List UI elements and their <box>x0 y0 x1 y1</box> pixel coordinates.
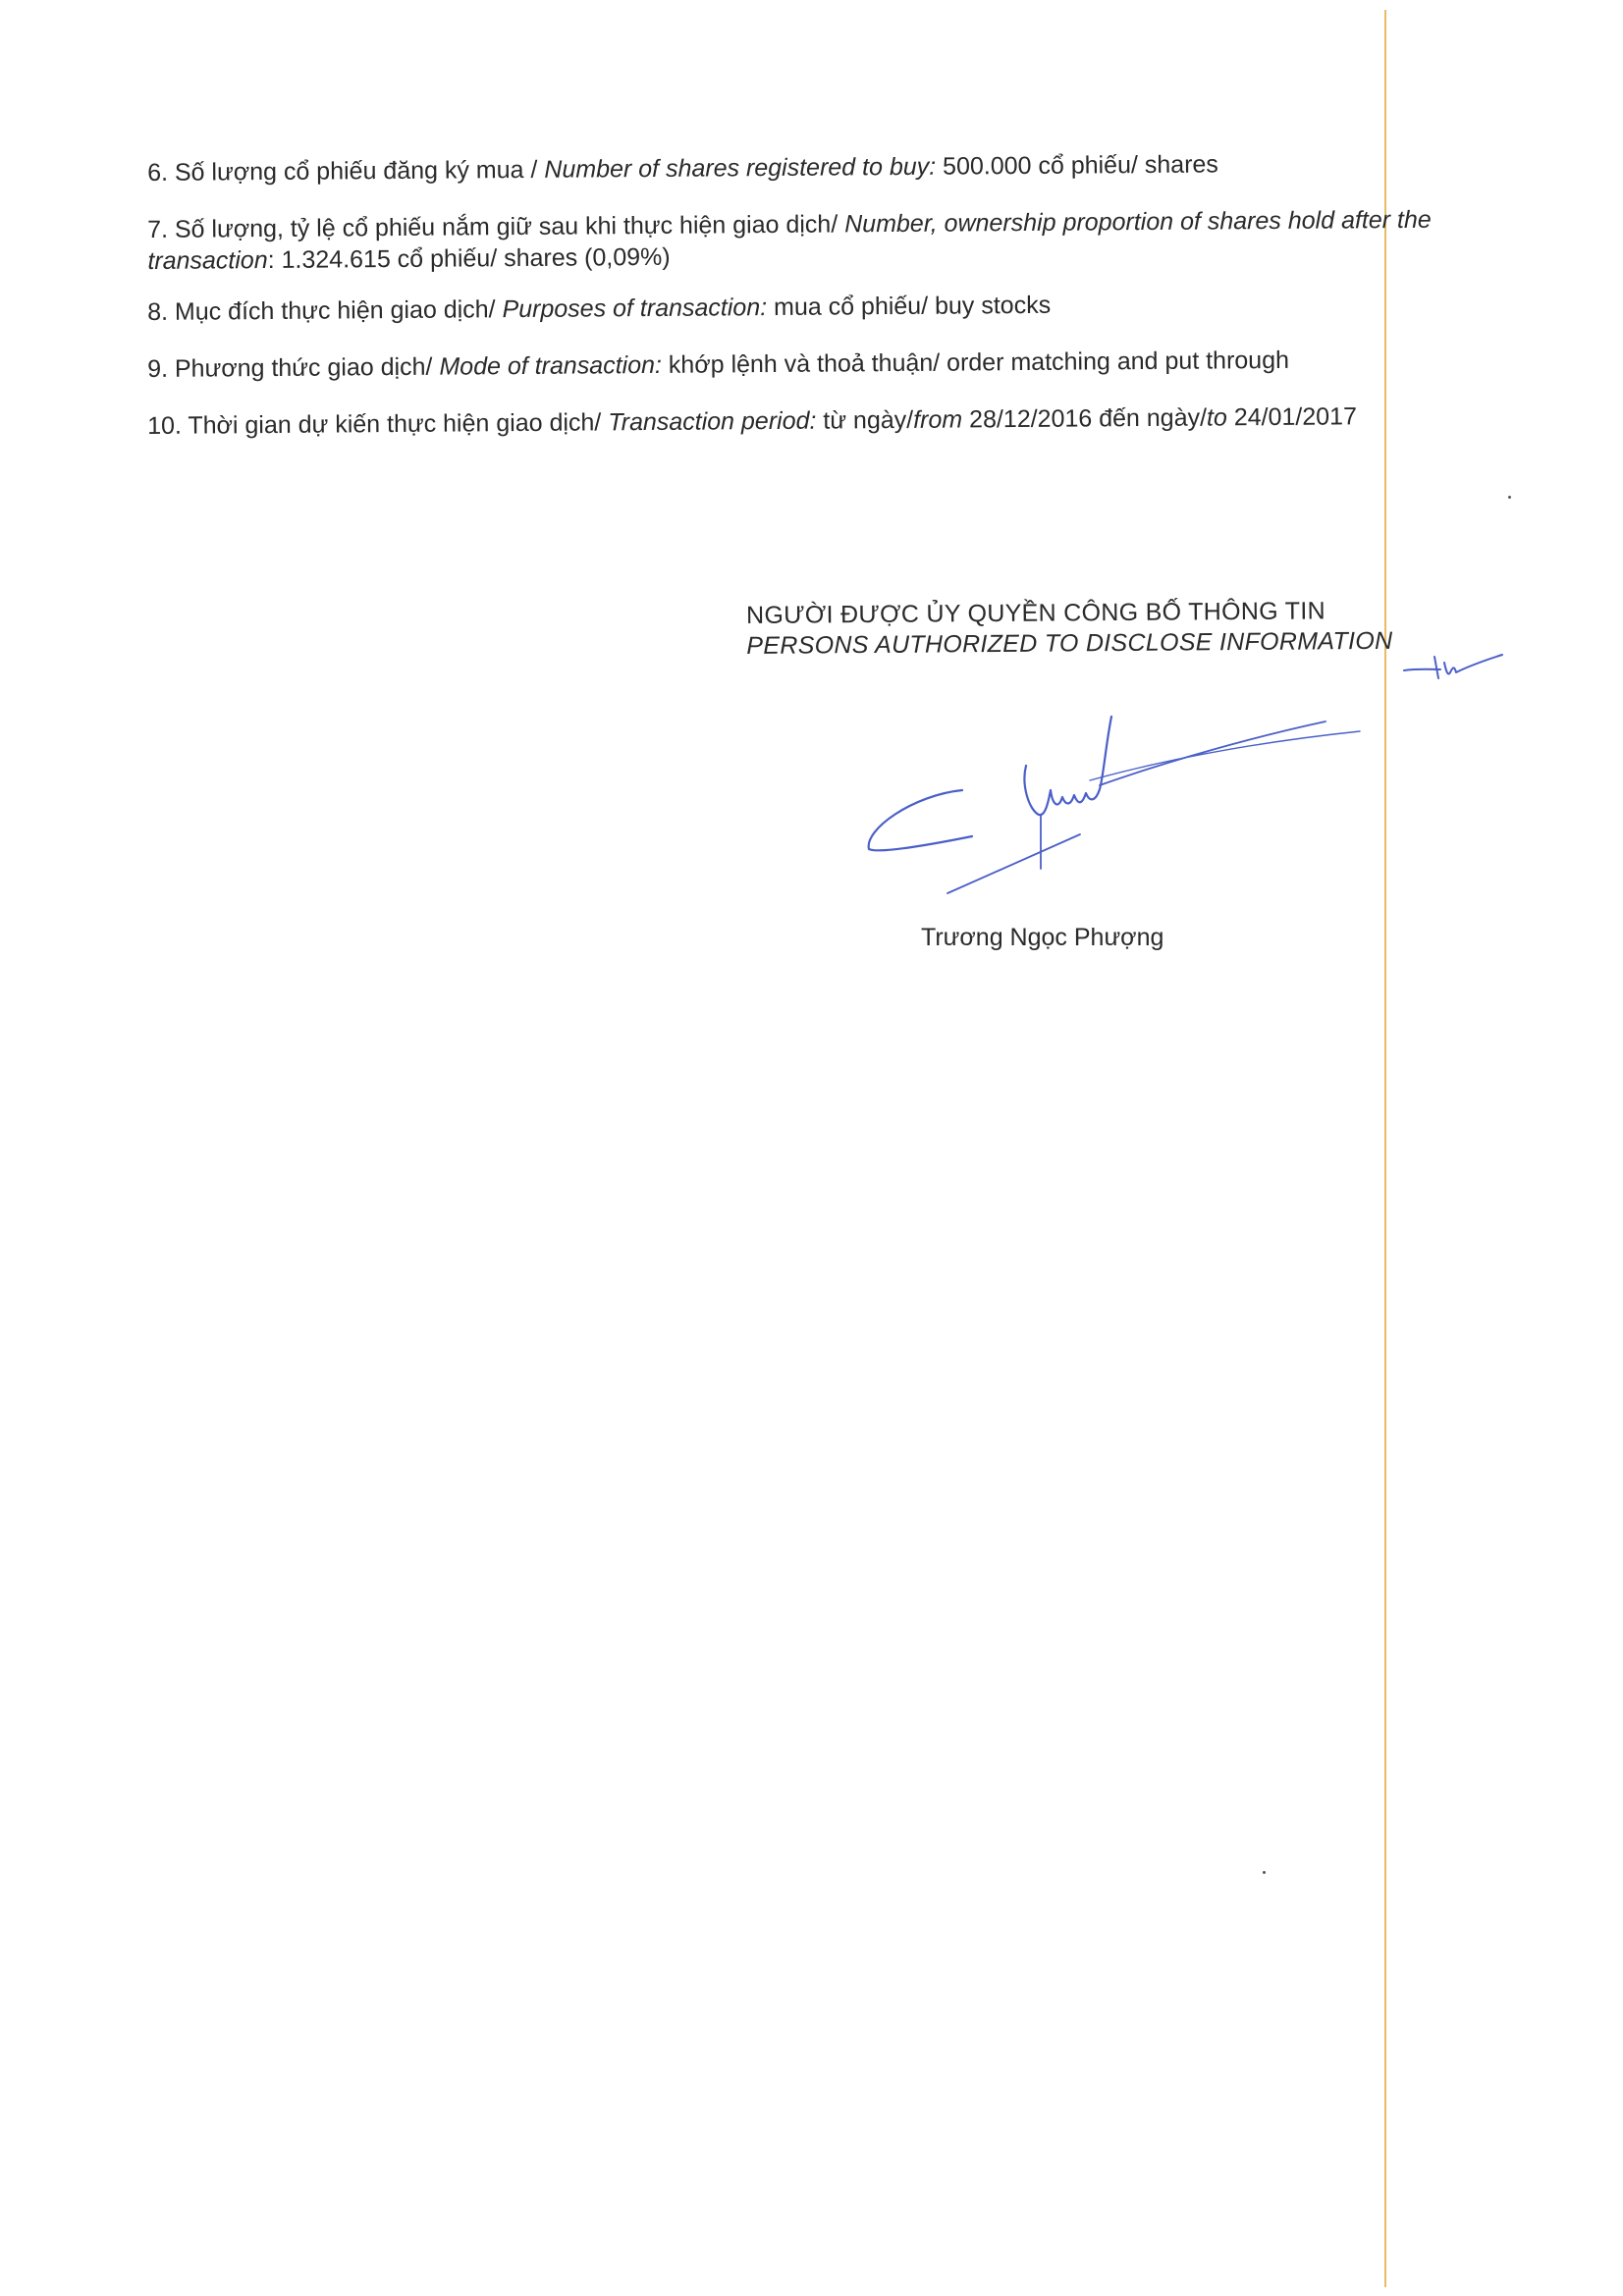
item-9 <box>147 343 1522 385</box>
scan-speck <box>1263 1871 1266 1874</box>
item-separator: : <box>267 245 275 275</box>
item-value: khớp lệnh và thoả thuận/ order matching and put through <box>668 346 1290 379</box>
item-6 <box>147 146 1522 188</box>
signature-heading <box>746 595 1492 662</box>
item-label-vn: Mục đích thực hiện giao dịch/ <box>174 295 496 326</box>
item-label-vn: Thời gian dự kiến thực hiện giao dịch/ <box>188 408 602 440</box>
item-label-en: Mode of transaction: <box>439 350 663 381</box>
item-8 <box>147 286 1522 328</box>
item-value: 1.324.615 cổ phiếu/ shares (0,09%) <box>281 242 671 274</box>
item-number: 6. <box>147 158 169 187</box>
handwritten-signature <box>854 707 1365 923</box>
item-label-en: Purposes of transaction: <box>502 294 768 324</box>
item-value-date-range: 28/12/2016 đến ngày/ <box>969 403 1208 434</box>
item-value-to-en: to <box>1206 403 1227 432</box>
item-number: 7. <box>147 215 169 243</box>
item-value: mua cổ phiếu/ buy stocks <box>773 291 1052 321</box>
authorized-person-title-vn: NGƯỜI ĐƯỢC ỦY QUYỀN CÔNG BỐ THÔNG TIN <box>746 597 1326 629</box>
item-number: 9. <box>147 354 169 383</box>
item-number: 8. <box>147 297 169 326</box>
initials-mark <box>1399 643 1507 692</box>
item-label-en: Number of shares registered to buy: <box>544 152 937 184</box>
item-value-end-date: 24/01/2017 <box>1233 402 1358 432</box>
disclosure-items <box>147 150 1522 467</box>
item-label-en: Number, ownership proportion of shares hold after the transaction <box>147 205 1432 275</box>
item-label-vn: Phương thức giao dịch/ <box>174 352 433 383</box>
item-7 <box>147 203 1522 277</box>
item-label-vn: Số lượng, tỷ lệ cổ phiếu nắm giữ sau khi thực hiện giao dịch/ <box>174 210 839 243</box>
item-label-vn: Số lượng cổ phiếu đăng ký mua / <box>174 155 538 187</box>
item-number: 10. <box>147 411 183 440</box>
signer-name: Trương Ngọc Phượng <box>921 924 1164 951</box>
authorized-person-title-en: PERSONS AUTHORIZED TO DISCLOSE INFORMATION <box>746 626 1393 660</box>
item-label-en: Transaction period: <box>608 406 817 437</box>
item-value: 500.000 cổ phiếu/ shares <box>942 150 1218 181</box>
item-value-from-en: from <box>913 405 963 434</box>
scan-speck <box>1508 496 1511 499</box>
item-10 <box>147 400 1522 442</box>
item-value-from-vn: từ ngày/ <box>823 405 914 435</box>
